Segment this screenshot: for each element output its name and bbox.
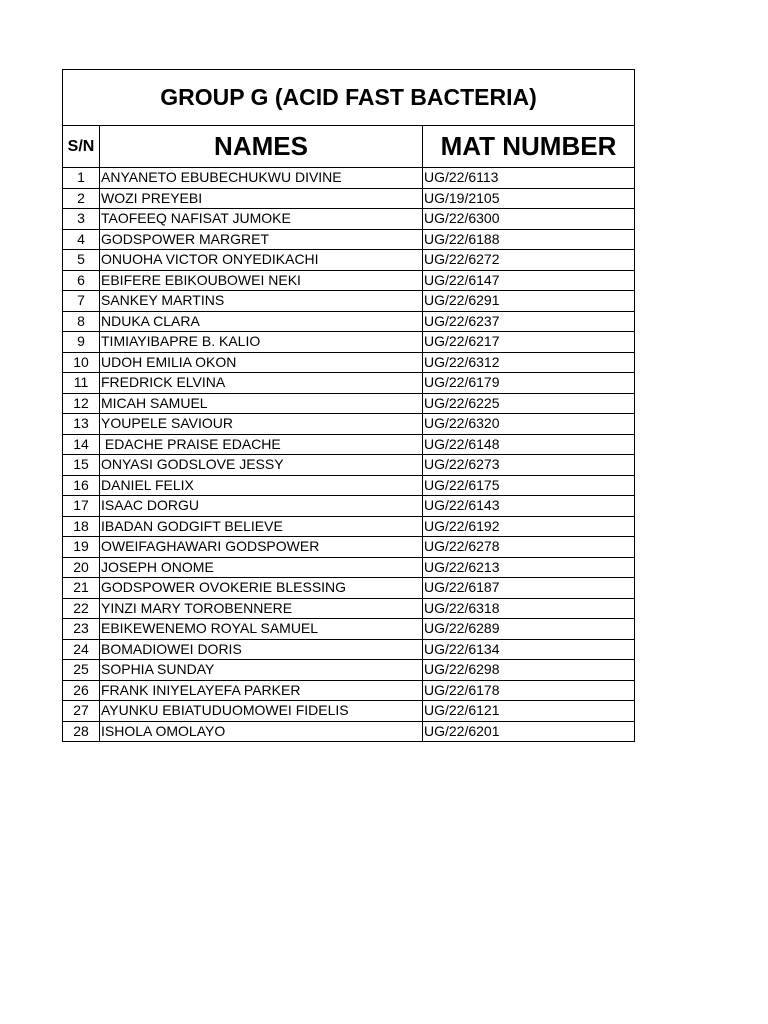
serial-number-cell: 12	[63, 394, 100, 414]
serial-number-cell: 10	[63, 353, 100, 373]
table-row	[63, 681, 634, 702]
name-cell: TIMIAYIBAPRE B. KALIO	[100, 332, 423, 352]
table-row	[63, 517, 634, 538]
table-row	[63, 189, 634, 210]
mat-number-cell: UG/22/6237	[424, 312, 500, 329]
names-header: NAMES	[100, 126, 423, 167]
serial-number-cell: 19	[63, 537, 100, 557]
name-cell: EDACHE PRAISE EDACHE	[100, 435, 423, 455]
table-row	[63, 271, 634, 292]
name-cell: ISAAC DORGU	[100, 496, 423, 516]
mat-number-cell: UG/22/6298	[424, 661, 500, 677]
mat-number-cell: UG/22/6178	[424, 681, 500, 698]
name-cell: SANKEY MARTINS	[100, 291, 423, 311]
mat-number-cell: UG/22/6148	[424, 435, 500, 452]
name-cell: GODSPOWER MARGRET	[100, 230, 423, 250]
name-cell: JOSEPH ONOME	[100, 558, 423, 578]
name-cell: ONUOHA VICTOR ONYEDIKACHI	[100, 250, 423, 270]
table-row	[63, 312, 634, 333]
serial-number-cell: 24	[63, 640, 100, 660]
mat-number-cell: UG/22/6272	[424, 251, 500, 267]
serial-number-cell: 28	[63, 722, 100, 742]
serial-number-cell: 23	[63, 619, 100, 639]
name-cell: FRANK INIYELAYEFA PARKER	[100, 681, 423, 701]
name-cell: EBIFERE EBIKOUBOWEI NEKI	[100, 271, 423, 291]
name-cell: OWEIFAGHAWARI GODSPOWER	[100, 537, 423, 557]
mat-number-cell: UG/22/6273	[424, 456, 500, 472]
mat-number-cell: UG/22/6113	[424, 169, 499, 185]
name-cell: ONYASI GODSLOVE JESSY	[100, 455, 423, 475]
table-row	[63, 435, 634, 456]
serial-number-cell: 13	[63, 414, 100, 434]
table-row	[63, 619, 634, 640]
serial-number-cell: 21	[63, 578, 100, 598]
mat-number-cell: UG/22/6217	[424, 333, 500, 349]
mat-number-cell: UG/22/6300	[424, 210, 500, 226]
serial-number-cell: 6	[63, 271, 100, 291]
mat-number-cell: UG/22/6143	[424, 497, 500, 513]
serial-number-cell: 5	[63, 250, 100, 270]
serial-number-cell: 18	[63, 517, 100, 537]
serial-number-cell: 25	[63, 660, 100, 680]
serial-number-cell: 16	[63, 476, 100, 496]
name-cell: EBIKEWENEMO ROYAL SAMUEL	[100, 619, 423, 639]
serial-number-cell: 8	[63, 312, 100, 332]
group-table	[62, 69, 635, 742]
name-cell: NDUKA CLARA	[100, 312, 423, 332]
name-cell: GODSPOWER OVOKERIE BLESSING	[100, 578, 423, 598]
mat-number-cell: UG/22/6192	[424, 517, 500, 534]
serial-number-cell: 20	[63, 558, 100, 578]
mat-number-cell: UG/22/6201	[424, 722, 500, 739]
table-body	[63, 168, 634, 741]
serial-number-cell: 15	[63, 455, 100, 475]
table-row	[63, 701, 634, 722]
table-row	[63, 291, 634, 312]
mat-number-header: MAT NUMBER	[440, 131, 617, 161]
table-row	[63, 394, 634, 415]
mat-number-cell: UG/22/6175	[424, 476, 500, 493]
mat-number-cell: UG/22/6187	[424, 579, 500, 595]
serial-number-cell: 7	[63, 291, 100, 311]
name-cell: AYUNKU EBIATUDUOMOWEI FIDELIS	[100, 701, 423, 721]
name-cell: YOUPELE SAVIOUR	[100, 414, 423, 434]
table-row	[63, 537, 634, 558]
name-cell: DANIEL FELIX	[100, 476, 423, 496]
table-row	[63, 332, 634, 353]
mat-number-cell: UG/22/6121	[424, 702, 500, 718]
table-row	[63, 599, 634, 620]
table-row	[63, 558, 634, 579]
table-row	[63, 414, 634, 435]
serial-number-cell: 1	[63, 168, 100, 188]
mat-number-cell: UG/22/6147	[424, 271, 500, 288]
table-row	[63, 230, 634, 251]
table-row	[63, 578, 634, 599]
mat-number-cell: UG/22/6225	[424, 394, 500, 411]
table-row	[63, 353, 634, 374]
name-cell: UDOH EMILIA OKON	[100, 353, 423, 373]
table-row	[63, 640, 634, 661]
serial-number-cell: 27	[63, 701, 100, 721]
table-row	[63, 496, 634, 517]
mat-number-cell: UG/22/6213	[424, 558, 500, 575]
table-row	[63, 168, 634, 189]
mat-number-cell: UG/22/6291	[424, 292, 500, 308]
serial-number-cell: 2	[63, 189, 100, 209]
mat-number-cell: UG/22/6278	[424, 538, 500, 554]
table-row	[63, 455, 634, 476]
mat-number-cell: UG/22/6188	[424, 230, 500, 247]
header-row	[63, 126, 634, 168]
serial-number-cell: 11	[63, 373, 100, 393]
name-cell: IBADAN GODGIFT BELIEVE	[100, 517, 423, 537]
mat-number-cell: UG/19/2105	[424, 189, 500, 206]
serial-number-cell: 22	[63, 599, 100, 619]
serial-number-cell: 14	[63, 435, 100, 455]
name-cell: TAOFEEQ NAFISAT JUMOKE	[100, 209, 423, 229]
table-title: GROUP G (ACID FAST BACTERIA)	[63, 70, 634, 126]
mat-number-cell: UG/22/6134	[424, 640, 500, 657]
name-cell: SOPHIA SUNDAY	[100, 660, 423, 680]
serial-number-cell: 4	[63, 230, 100, 250]
name-cell: ISHOLA OMOLAYO	[100, 722, 423, 742]
mat-number-cell: UG/22/6289	[424, 620, 500, 636]
name-cell: WOZI PREYEBI	[100, 189, 423, 209]
table-row	[63, 476, 634, 497]
table-row	[63, 250, 634, 271]
name-cell: MICAH SAMUEL	[100, 394, 423, 414]
table-row	[63, 373, 634, 394]
mat-number-cell: UG/22/6318	[424, 599, 500, 616]
serial-number-cell: 9	[63, 332, 100, 352]
name-cell: YINZI MARY TOROBENNERE	[100, 599, 423, 619]
name-cell: BOMADIOWEI DORIS	[100, 640, 423, 660]
name-cell: FREDRICK ELVINA	[100, 373, 423, 393]
name-cell: ANYANETO EBUBECHUKWU DIVINE	[100, 168, 423, 188]
sn-header: S/N	[63, 126, 100, 167]
mat-number-cell: UG/22/6179	[424, 374, 500, 390]
table-row	[63, 209, 634, 230]
mat-number-cell: UG/22/6320	[424, 415, 500, 431]
table-row	[63, 660, 634, 681]
serial-number-cell: 26	[63, 681, 100, 701]
serial-number-cell: 17	[63, 496, 100, 516]
table-row	[63, 722, 634, 742]
mat-number-cell: UG/22/6312	[424, 353, 500, 370]
serial-number-cell: 3	[63, 209, 100, 229]
